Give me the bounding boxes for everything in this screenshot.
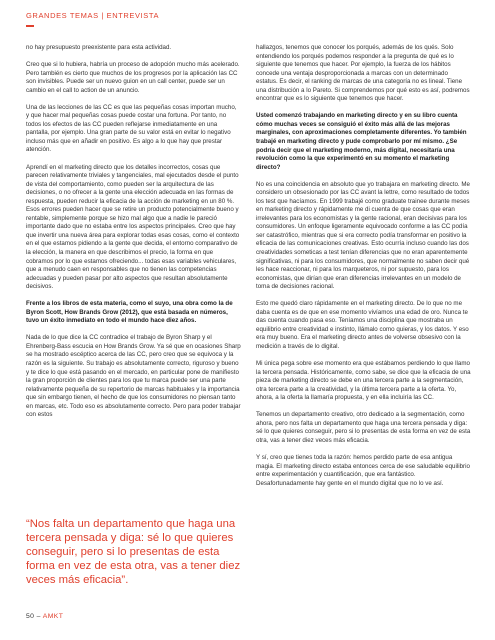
body-paragraph: Y sí, creo que tienes toda la razón: hemos perdido parte de esa antigua magia. El marketing directo estaba entonces cerca de ese saludable equilibrio entre experimentación y cuantificación, que era fantástico. Desafortunadamente hay gente en el mundo digital que no lo ve así. (256, 453, 470, 487)
body-paragraph: Esto me quedó claro rápidamente en el marketing directo. De lo que no me daba cuenta es de que en ese momento vivíamos una edad de oro. Nunca te das cuenta cuando pasa eso. Teníamos una disciplina que mostraba un equilibrio entre creatividad e instinto, llámalo como quieras, y los datos. Y eso era muy bueno. Era el marketing directo antes de volverse obsesivo con la medición a través de lo digital. (256, 300, 469, 350)
body-paragraph: Aprendí en el marketing directo que los detalles incorrectos, cosas que parecen relativamente triviales y tangenciales, mal ejecutados desde el punto de vista del comportamiento, como pueden ser la arquitectura de las decisiones, o no ofrecer a la gente una elección adecuada en las formas de respuesta, pueden reducir la eficacia de la acción de marketing en un 80 %. Esos errores pueden hacer que se retire un producto potencialmente bueno y rentable, simplemente porque se hizo mal algo que a nadie le pareció importante dado que no estaba entre los aspectos principales. Creo que hay que invertir una nueva área para explorar todas esas cosas, como el contexto en el que estamos pidiendo a la gente que decida, el entorno comparativo de la elección, la manera en que describimos el precio, la forma en que cobramos por lo que estamos ofreciendo... todas esas variables vehiculares, que a menudo caen en responsables que no tienen las competencias adecuadas y pueden pasar por alto aspectos que resultan absolutamente decisivos. (26, 163, 240, 291)
left-column (26, 44, 241, 428)
interview-question: Frente a los libros de esta materia, como el suyo, una obra como la de Byron Scott, How Brands Grow (2012), que está basada en números, tuvo un éxito inmediato en todo el mundo hace diez años. (26, 300, 233, 325)
body-paragraph: Mi única pega sobre ese momento era que estábamos perdiendo lo que llamo la tercera pensada. Históricamente, como sabe, se dice que la eficacia de una pieza de marketing directo se debe en una tercera parte a la segmentación, otra tercera parte a la creatividad, y la última tercera parte a la oferta. Yo, ahora, a la oferta la llamaría propuesta, y en ella incluiría las CC. (256, 360, 471, 402)
page-number: 50 (26, 613, 35, 620)
section-divider (26, 25, 34, 27)
page-footer (26, 613, 63, 620)
body-paragraph: Creo que si lo hubiera, habría un proceso de adopción mucho más acelerado. Pero también es cierto que muchos de los progresos por la aplicación las CC son invisibles. Puede ser un nuevo guion en un call center, puede ser un cambio en el call to action de un anuncio. (26, 61, 240, 94)
magazine-brand: AMKT (42, 613, 64, 620)
footer-separator: – (34, 613, 43, 620)
body-paragraph: Tenemos un departamento creativo, otro dedicado a la segmentación, como ahora, pero nos falta un departamento que haga una tercera pensada y diga: sé lo que quieres conseguir, pero si lo presentas de esta forma en vez de esta otra, vas a tener diez veces más eficacia. (256, 411, 471, 444)
body-paragraph: hallazgos, tenemos que conocer los porqués, además de los qués. Solo entendiendo los porqués podemos responder a la pregunta de qué es lo siguiente que tenemos que hacer. Por ejemplo, la fuerza de los hábitos concede una ventaja desproporcionada a marcas con un determinado estatus. Es decir, el ranking de marcas de una categoría no es lineal. Tiene una distribución a lo Pareto. Si comprendemos por qué esto es así, podremos encontrar que es lo siguiente que tenemos que hacer. (256, 44, 470, 103)
body-paragraph: no hay presupuesto preexistente para esta actividad. (26, 44, 172, 51)
right-column (256, 44, 471, 497)
body-paragraph: No es una coincidencia en absoluto que yo trabajara en marketing directo. Me considero un obsesionado por las CC avant la lettre, como resultado de todos los test que hacíamos. En 1999 trabajé como graduate trainee durante meses en marketing directo y rápidamente me di cuenta de que cosas que eran irrelevantes para los economistas y la gente racional, eran decisivas para los consumidores. Un enfoque ligeramente equivocado conforme a las CC podía ser catastrófico, mientras que si era correcto podía transformar en positivo la eficacia de las comunicaciones creativas. Esto ocurría incluso cuando las dos creatividades someticas a test tenían diferencias que no eran aparentemente significativas, ni para los consumidores, que normalmente no saben decir qué les hace reaccionar, ni para los marqueteros, ni por supuesto, para los economistas, que dirían que eran diferencias irrelevantes en un modelo de toma de decisiones racional. (256, 180, 470, 291)
body-paragraph: Nada de lo que dice la CC contradice el trabajo de Byron Sharp y el Ehrenberg-Bass escucia en How Brands Grow. Ya sé que en ocasiones Sharp se ha mostrado escéptico acerca de las CC, pero creo que se equivoca y la razón es la siguiente. Su trabajo es absolutamente correcto, riguroso y bueno y te dice lo que está pasando en el mercado, en particular pone de manifiesto la gran proporción de clientes para los que tu marca puede ser una parte relativamente pequeña de su repertorio de marcas habituales y la importancia que sin embargo tienen, el hecho de que los consumidores no piensan tanto en marcas, etc. Todo eso es absolutamente correcto. Pero para poder trabajar con estos (26, 334, 241, 419)
body-paragraph: Una de las lecciones de las CC es que las pequeñas cosas importan mucho, y que hacer mal pequeñas cosas puede costar una fortuna. Por tanto, no todos los efectos de las CC pueden reflejarse inmediatamente en una pantalla, por ejemplo. Una gran parte de su valor está en evitar lo negativo incluso más que en añadir en positivo. Es algo a lo que hay que prestar atención. (26, 103, 237, 154)
pull-quote: “Nos falta un departamento que haga una tercera pensada y diga: sé lo que quieres conseguir, pero si lo presentas de esta forma en vez de esta otra, vas a tener diez veces más eficacia”. (26, 518, 241, 586)
interview-question: Usted comenzó trabajando en marketing directo y en su libro cuenta cómo muchas veces se consiguió el éxito más allá de las mejoras marginales, con aproximaciones completamente diferentes. Yo también trabajé en marketing directo y pude comprobarlo por mí mismo. ¿Se podría decir que el marketing moderno, más digital, necesitaría una revolución como la que experimentó en su momento el marketing directo? (256, 112, 467, 171)
section-label: GRANDES TEMAS | ENTREVISTA (26, 11, 160, 20)
